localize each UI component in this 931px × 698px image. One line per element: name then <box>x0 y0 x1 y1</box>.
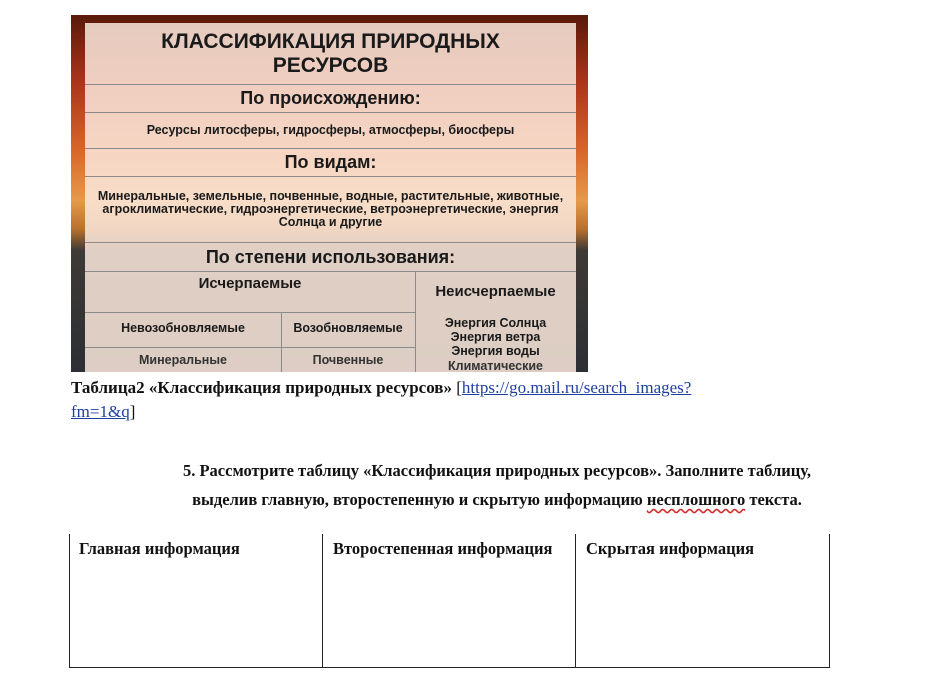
task-line-2-text: выделив главную, второстепенную и скрытую информацию <box>192 490 647 509</box>
source-link-line1[interactable]: https://go.mail.ru/search_images? <box>461 378 692 397</box>
task-line-1: 5. Рассмотрите таблицу «Классификация природных ресурсов». Заполните таблицу, <box>182 461 812 480</box>
answer-table <box>69 534 830 668</box>
renewable-label: Возобновляемые <box>293 320 403 335</box>
origin-text: Ресурсы литосферы, гидросферы, атмосферы, биосферы <box>85 113 576 149</box>
rule <box>415 272 416 372</box>
header-secondary: Второстепенная информация <box>333 539 553 558</box>
caption-label: Таблица2 «Классификация природных ресурсов» <box>71 378 452 397</box>
link-bracket-close: ] <box>129 402 136 421</box>
rule <box>281 313 282 372</box>
section-origin: По происхождению: <box>85 85 576 113</box>
link-bracket-open: [ <box>456 378 462 397</box>
picture-title: КЛАССИФИКАЦИЯ ПРИРОДНЫХ РЕСУРСОВ <box>85 23 576 85</box>
header-main: Главная информация <box>79 539 240 558</box>
task-instruction <box>97 456 897 514</box>
cut-soil: Почвенные <box>312 352 384 367</box>
inexhaustible-list: Энергия Солнца Энергия ветра Энергия воды <box>444 316 547 358</box>
column-secondary[interactable] <box>323 534 576 668</box>
rule <box>85 347 415 348</box>
inexhaustible-header: Неисчерпаемые <box>435 283 556 300</box>
types-text: Минеральные, земельные, почвенные, водные, растительные, животные, агроклиматические, гидроэнергетические, ветроэнергетические, энергия Солнца и другие <box>85 177 576 243</box>
cut-minerals: Минеральные <box>139 352 227 367</box>
task-line-2 <box>97 485 897 514</box>
nonrenewable-label: Невозобновляемые <box>121 320 245 335</box>
source-link-line2[interactable]: fm=1&q <box>71 402 130 421</box>
section-usage: По степени использования: <box>85 243 576 272</box>
exhaustible-header: Исчерпаемые <box>198 275 302 292</box>
column-hidden[interactable] <box>576 534 830 668</box>
spellcheck-word: несплошного <box>646 490 746 509</box>
column-main[interactable] <box>69 534 323 668</box>
task-line-2-end: текста. <box>745 490 802 509</box>
cut-climatic: Климатические <box>448 358 543 372</box>
section-types: По видам: <box>85 149 576 177</box>
figure-caption <box>71 376 871 424</box>
classification-image <box>71 15 588 372</box>
table-bottom-border <box>69 667 830 668</box>
header-hidden: Скрытая информация <box>586 539 755 558</box>
